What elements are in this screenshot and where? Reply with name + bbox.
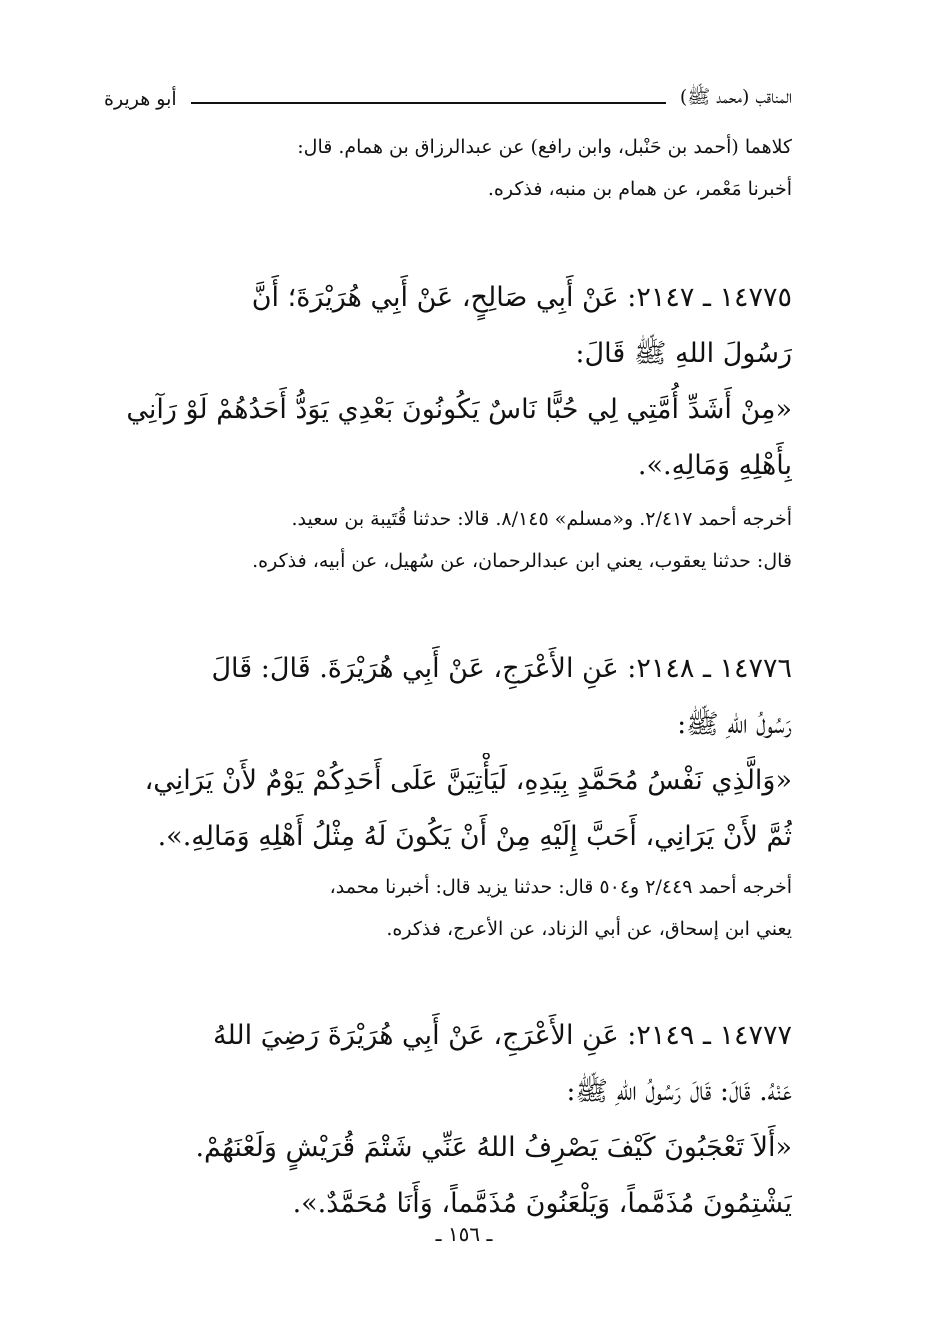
note-line: أخرجه أحمد ٢/٤١٧. و«مسلم» ٨/١٤٥. قالا: حدثنا قُتَيبة بن سعيد. <box>291 508 792 530</box>
hadith-line: رَسُولُ اللهِ ﷺ: <box>677 709 792 740</box>
source-note <box>104 498 792 582</box>
hadith-line: «أَلاَ تَعْجَبُونَ كَيْفَ يَصْرِفُ اللهُ عَنِّي شَتْمَ قُرَيْشٍ وَلَعْنَهُمْ. <box>195 1132 792 1163</box>
note-line: أخبرنا مَعْمر، عن همام بن منبه، فذكره. <box>487 178 792 200</box>
header-chapter: المناقب (محمد ﷺ) <box>679 86 792 108</box>
source-note <box>104 126 792 210</box>
page-number: ـ ١٥٦ ـ <box>435 1222 493 1246</box>
hadith-line: ١٤٧٧٧ ـ ٢١٤٩: عَنِ الأَعْرَجِ، عَنْ أَبِي هُرَيْرَةَ رَضِيَ اللهُ <box>213 1020 792 1051</box>
hadith-line: ١٤٧٧٥ ـ ٢١٤٧: عَنْ أَبِي صَالِحٍ، عَنْ أَبِي هُرَيْرَةَ؛ أَنَّ <box>251 282 792 313</box>
header-narrator: أبو هريرة <box>104 88 177 110</box>
hadith-line: ١٤٧٧٦ ـ ٢١٤٨: عَنِ الأَعْرَجِ، عَنْ أَبِي هُرَيْرَةَ. قَالَ: قَالَ <box>211 653 792 684</box>
note-line: كلاهما (أحمد بن حَنْبل، وابن رافع) عن عبدالرزاق بن همام. قال: <box>297 136 792 158</box>
hadith-line: «مِنْ أَشَدِّ أُمَّتِي لِي حُبًّا نَاسٌ يَكُونُونَ بَعْدِي يَوَدُّ أَحَدُهُمْ لَوْ رَآنِي <box>126 394 792 425</box>
hadith-line: عَنْهُ. قَالَ: قَالَ رَسُولُ اللهِ ﷺ: <box>566 1076 792 1107</box>
hadith-entry <box>104 270 792 494</box>
note-line: أخرجه أحمد ٢/٤٤٩ و٥٠٤ قال: حدثنا يزيد قال: أخبرنا محمد، <box>329 876 792 898</box>
note-line: قال: حدثنا يعقوب، يعني ابن عبدالرحمان، عن سُهيل، عن أبيه، فذكره. <box>252 550 792 572</box>
note-line: يعني ابن إسحاق، عن أبي الزناد، عن الأعرج، فذكره. <box>386 918 792 940</box>
hadith-line: «وَالَّذِي نَفْسُ مُحَمَّدٍ بِيَدِهِ، لَيَأْتِيَنَّ عَلَى أَحَدِكُمْ يَوْمٌ لأَنْ يَرَانِي، <box>144 765 792 796</box>
hadith-line: رَسُولَ اللهِ ﷺ قَالَ: <box>575 338 792 369</box>
header-rule <box>191 102 666 104</box>
hadith-line: بِأَهْلِهِ وَمَالِهِ.». <box>637 450 792 481</box>
hadith-entry <box>104 1008 792 1232</box>
hadith-entry <box>104 641 792 865</box>
source-note <box>104 866 792 950</box>
running-header <box>104 82 792 116</box>
hadith-line: ثُمَّ لأَنْ يَرَانِي، أَحَبَّ إِلَيْهِ مِنْ أَنْ يَكُونَ لَهُ مِثْلُ أَهْلِهِ وَمَالِهِ.». <box>157 821 792 852</box>
hadith-line: يَشْتِمُونَ مُذَمَّماً، وَيَلْعَنُونَ مُذَمَّماً، وَأَنَا مُحَمَّدٌ.». <box>292 1188 792 1219</box>
